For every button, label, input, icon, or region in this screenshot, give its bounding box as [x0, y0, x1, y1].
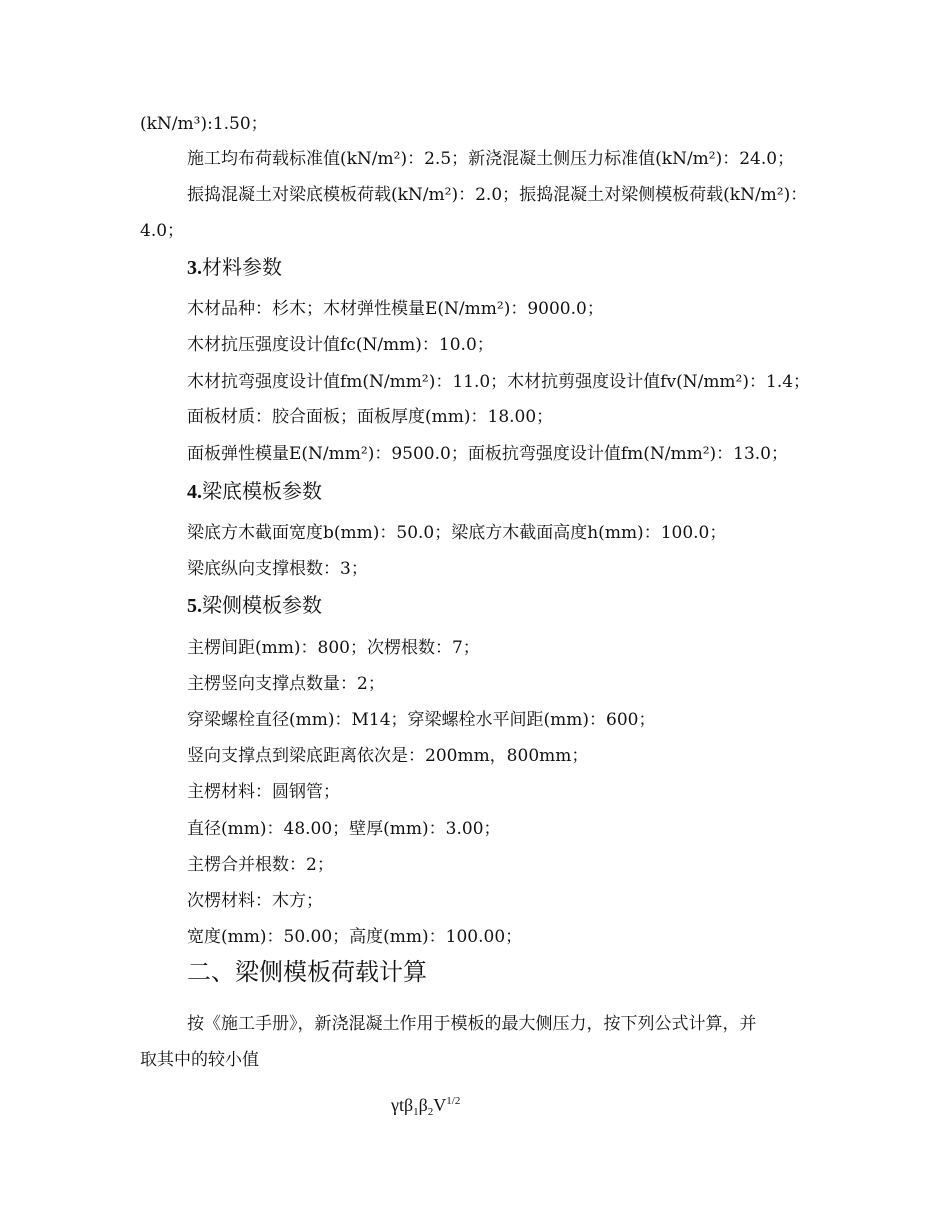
- paragraph-line-1: 按《施工手册》，新浇混凝土作用于模板的最大侧压力，按下列公式计算，并: [187, 1014, 757, 1034]
- text-line-width-height: 宽度(mm)：50.00；高度(mm)：100.00；: [187, 927, 523, 947]
- paragraph-line-2: 取其中的较小值: [140, 1050, 259, 1070]
- text-line-wood-type: 木材品种：杉木；木材弹性模量E(N/mm²)：9000.0；: [187, 299, 604, 319]
- text-line-wood-compressive: 木材抗压强度设计值fc(N/mm)：10.0；: [187, 335, 494, 355]
- text-line-construction-load: 施工均布荷载标准值(kN/m²)：2.5；新浇混凝土侧压力标准值(kN/m²)：24.0；: [187, 149, 795, 169]
- text-line-panel-modulus: 面板弹性模量E(N/mm²)：9500.0；面板抗弯强度设计值fm(N/mm²)：13.0；: [187, 444, 789, 464]
- text-line-support-distance: 竖向支撑点到梁底距离依次是：200mm，800mm；: [187, 746, 589, 766]
- text-line-main-material: 主楞材料：圆钢管；: [187, 782, 340, 802]
- text-line-density: (kN/m³):1.50；: [140, 114, 268, 134]
- text-line-main-support-count: 主楞竖向支撑点数量：2；: [187, 674, 385, 694]
- text-line-vibration-load-cont: 4.0；: [140, 221, 185, 241]
- text-line-bottom-timber: 梁底方木截面宽度b(mm)：50.0；梁底方木截面高度h(mm)：100.0；: [187, 523, 727, 543]
- section-heading-materials: 3.材料参数: [187, 255, 282, 279]
- text-line-bolt: 穿梁螺栓直径(mm)：M14；穿梁螺栓水平间距(mm)：600；: [187, 710, 656, 730]
- text-line-secondary-material: 次楞材料：木方；: [187, 891, 323, 911]
- text-line-diameter: 直径(mm)：48.00；壁厚(mm)：3.00；: [187, 819, 501, 839]
- section-heading-beam-side: 5.梁侧模板参数: [187, 593, 322, 617]
- text-line-bottom-supports: 梁底纵向支撑根数：3；: [187, 559, 368, 579]
- text-line-wood-bending: 木材抗弯强度设计值fm(N/mm²)：11.0；木材抗剪强度设计值fv(N/mm²)：1.4；: [187, 372, 811, 392]
- pressure-formula: $\gamma t\beta_1\beta_2V^{1/2}$: [391, 1095, 461, 1118]
- text-line-vibration-load: 振捣混凝土对梁底模板荷载(kN/m²)：2.0；振捣混凝土对梁侧模板荷载(kN/m²)：: [187, 185, 808, 205]
- text-line-panel-material: 面板材质：胶合面板；面板厚度(mm)：18.00；: [187, 407, 554, 427]
- text-line-main-combined: 主楞合并根数：2；: [187, 855, 334, 875]
- section-heading-beam-bottom: 4.梁底模板参数: [187, 479, 322, 503]
- text-line-main-spacing: 主楞间距(mm)：800；次楞根数：7；: [187, 638, 480, 658]
- chapter-heading: 二、梁侧模板荷载计算: [187, 958, 427, 986]
